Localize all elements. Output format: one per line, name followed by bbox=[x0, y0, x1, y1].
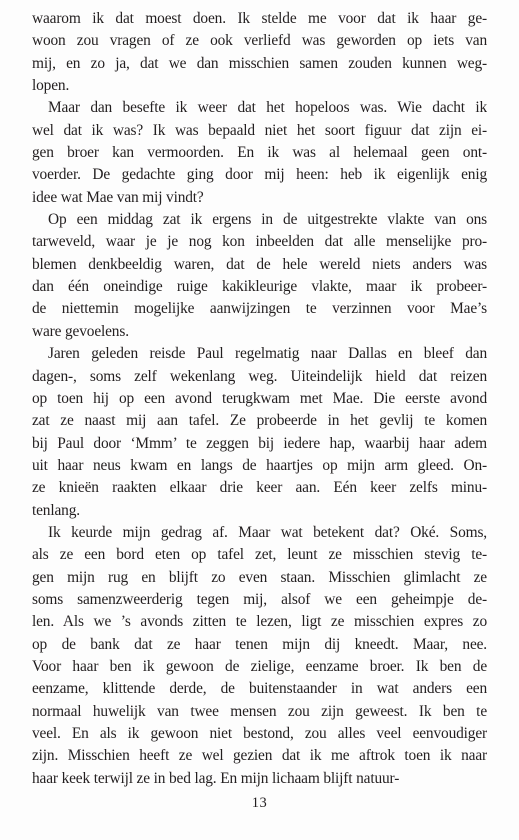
body-text bbox=[32, 8, 487, 790]
text-line: soms samenzweerderig tegen mij, alsof we een geheimpje de- bbox=[32, 590, 487, 608]
text-line: dagen-, soms zelf wekenlang weg. Uiteindelijk hield dat reizen bbox=[32, 367, 487, 385]
text-line: gen mijn rug en blijft zo even staan. Misschien glimlacht ze bbox=[32, 568, 487, 586]
page-number: 13 bbox=[251, 795, 268, 811]
text-line: de niettemin mogelijke aanwijzingen te verzinnen voor Mae’s bbox=[32, 300, 487, 318]
text-line: ware gevoelens. bbox=[32, 322, 129, 340]
text-line: Maar dan besefte ik weer dat het hopeloos was. Wie dacht ik bbox=[48, 99, 487, 117]
text-line: op de bank dat ze haar tenen mijn dij kneedt. Maar, nee. bbox=[32, 635, 487, 653]
text-line: eenzame, klittende derde, de buitenstaander in wat anders een bbox=[32, 680, 487, 698]
text-line: blemen denkbeeldig waren, dat de hele wereld niets anders was bbox=[32, 255, 487, 273]
text-line: uit haar neus kwam en langs de haartjes op mijn arm gleed. On- bbox=[32, 456, 487, 474]
text-line: als ze een bord eten op tafel zet, leunt ze misschien stevig te- bbox=[32, 546, 487, 564]
paragraph bbox=[32, 522, 487, 790]
text-line: zijn. Misschien heeft ze wel gezien dat ik me aftrok toen ik naar bbox=[32, 747, 487, 765]
text-line: ze knieën raakten elkaar drie keer aan. Eén keer zelfs minu- bbox=[32, 479, 487, 497]
text-line: wel dat ik was? Ik was bepaald niet het soort figuur dat zijn ei- bbox=[32, 121, 487, 139]
text-line: Voor haar ben ik gewoon de zielige, eenzame broer. Ik ben de bbox=[32, 657, 487, 675]
text-line: voerder. De gedachte ging door mij heen: heb ik eigenlijk enig bbox=[32, 166, 487, 184]
paragraph bbox=[32, 97, 487, 209]
text-line: gen broer kan vermoorden. En ik was al helemaal geen ont- bbox=[32, 144, 487, 162]
text-line: bij Paul door ‘Mmm’ te zeggen bij iedere hap, waarbij haar adem bbox=[32, 434, 487, 452]
text-line: Ik keurde mijn gedrag af. Maar wat betekent dat? Oké. Soms, bbox=[48, 523, 487, 541]
text-line: zat ze naast mij aan tafel. Ze probeerde in het gevlij te komen bbox=[32, 412, 487, 430]
text-line: lopen. bbox=[32, 77, 70, 95]
text-line: Jaren geleden reisde Paul regelmatig naar Dallas en bleef dan bbox=[48, 345, 487, 363]
paragraph bbox=[32, 343, 487, 522]
text-line: woon zou vragen of ze ook verliefd was geworden op iets van bbox=[32, 32, 487, 50]
text-line: dan één oneindige ruige kakikleurige vlakte, maar ik probeer- bbox=[32, 278, 487, 296]
text-line: waarom ik dat moest doen. Ik stelde me voor dat ik haar ge- bbox=[32, 10, 487, 27]
text-line: normaal huwelijk van twee mensen zou zijn geweest. Ik ben te bbox=[32, 702, 487, 720]
paragraph bbox=[32, 8, 487, 97]
text-line: tenlang. bbox=[32, 501, 80, 519]
text-line: veel. En als ik gewoon niet bestond, zou alles veel eenvoudiger bbox=[32, 725, 487, 742]
text-line: haar keek terwijl ze in bed lag. En mijn lichaam blijft natuur- bbox=[32, 769, 400, 787]
text-line: len. Als we ’s avonds zitten te lezen, ligt ze misschien expres zo bbox=[32, 613, 487, 631]
text-line: tarweveld, waar je je nog kon inbeelden dat alle menselijke pro- bbox=[32, 233, 487, 251]
text-line: Op een middag zat ik ergens in de uitgestrekte vlakte van ons bbox=[48, 211, 487, 229]
text-line: mij, en zo ja, dat we dan misschien samen zouden kunnen weg- bbox=[32, 54, 487, 72]
paragraph bbox=[32, 209, 487, 343]
text-line: op toen hij op een avond terugkwam met Mae. Die eerste avond bbox=[32, 389, 487, 407]
text-line: idee wat Mae van mij vindt? bbox=[32, 188, 204, 206]
